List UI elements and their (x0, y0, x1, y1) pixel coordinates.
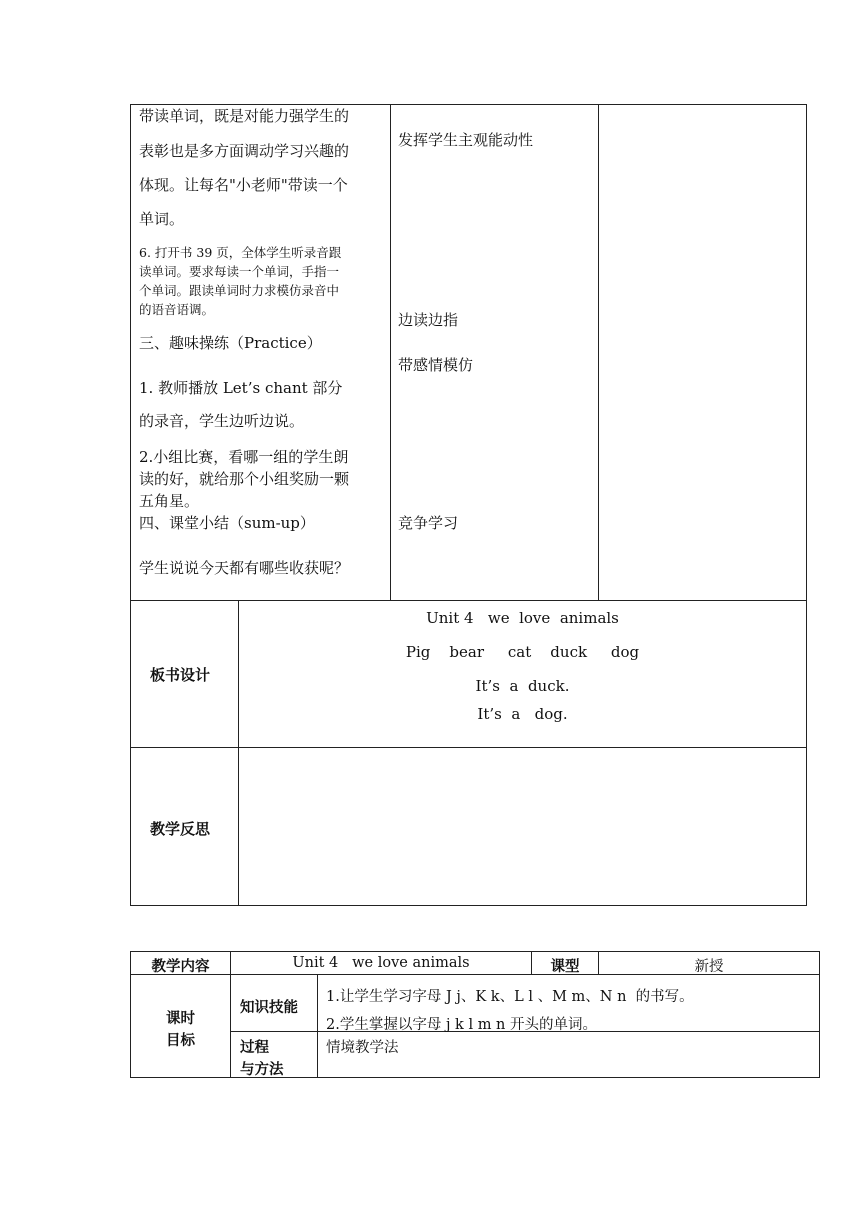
goal-label: 目标 (166, 1033, 195, 1049)
skill-line: 1.让学生学习字母 J j、K k、L l 、M m、N n 的书写。 (326, 989, 694, 1005)
step-text-line: 个单词。跟读单词时力求模仿录音中 (139, 283, 340, 298)
skill-label: 知识技能 (240, 1000, 298, 1016)
reflection-content (239, 748, 806, 905)
step-text-line: 读单词。要求每读一个单词，手指一 (139, 264, 340, 279)
content-label: 教学内容 (151, 959, 210, 975)
step-text-line: 学生说说今天都有哪些收获呢？ (139, 559, 350, 577)
sumup-heading: 四、课堂小结（sum-up） (139, 514, 315, 532)
step-text-line: 的录音，学生边听边说。 (139, 412, 305, 430)
step-text-line: 2.小组比赛，看哪一组的学生朗 (139, 448, 349, 466)
type-value: 新授 (694, 959, 724, 975)
step-text-line: 体现。让每名"小老师"带读一个 (139, 176, 348, 194)
empty-cell (599, 105, 806, 600)
step-text-line: 单词。 (139, 210, 185, 228)
step-text-line: 读的好，就给那个小组奖励一颗 (139, 470, 350, 488)
intent-note: 发挥学生主观能动性 (398, 131, 534, 149)
practice-heading: 三、趣味操练（Practice） (139, 334, 322, 352)
board-line: It’s a duck. (475, 677, 570, 695)
method-value: 情境教学法 (326, 1040, 399, 1056)
step-text-line: 五角星。 (139, 492, 200, 510)
goal-label: 课时 (166, 1011, 195, 1027)
skill-line: 2.学生掌握以字母 j k l m n 开头的单词。 (326, 1017, 597, 1033)
step-text-line: 的语音语调。 (139, 302, 215, 317)
step-text-line: 1. 教师播放 Let’s chant 部分 (139, 379, 343, 397)
board-line: Unit 4 we love animals (426, 609, 619, 627)
intent-note: 边读边指 (398, 311, 459, 329)
method-label: 与方法 (240, 1062, 284, 1078)
intent-note: 竞争学习 (398, 514, 459, 532)
intent-note: 带感情模仿 (398, 356, 474, 374)
board-design-label: 板书设计 (150, 666, 211, 684)
step-text-line: 表彰也是多方面调动学习兴趣的 (139, 142, 350, 160)
method-label: 过程 (240, 1040, 269, 1056)
step-text-line: 带读单词，既是对能力强学生的 (139, 107, 350, 125)
board-line: It’s a dog. (477, 705, 568, 723)
reflection-label: 教学反思 (150, 820, 211, 838)
step-text-line: 6. 打开书 39 页，全体学生听录音跟 (139, 245, 342, 260)
board-line: Pig bear cat duck dog (405, 643, 640, 661)
type-label: 课型 (550, 959, 580, 975)
lesson-info-table (0, 940, 860, 1090)
content-value: Unit 4 we love animals (292, 955, 470, 971)
